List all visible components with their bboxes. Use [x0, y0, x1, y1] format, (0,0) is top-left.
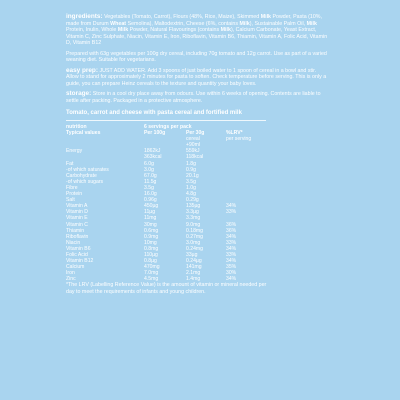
nutrient-name: Vitamin E [66, 215, 88, 222]
per100-value: 11.5g [144, 178, 157, 185]
per-serving-subheader: per serving [226, 136, 252, 143]
lrv-value: 35% [226, 264, 237, 271]
nutrition-rows [66, 148, 266, 282]
allergen-wheat: Wheat [110, 20, 127, 27]
nutrient-name: Calcium [66, 264, 85, 271]
lrv-header: %LRV* [226, 130, 243, 137]
per100-value: 0.9mg [144, 233, 159, 240]
nutrient-name: -of which saturates [66, 166, 109, 173]
typical-values-header: Typical values [66, 130, 101, 137]
per100-value: 470mg [144, 264, 160, 271]
per30-value: 1.0g [186, 184, 196, 191]
allergen-milk: Milk [306, 20, 317, 27]
nutrient-name: Vitamin A [66, 203, 88, 210]
prep-text: JUST ADD WATER. Add 3 spoons of just boiled water to 1 spoon of cereal in a bowl and stir. Allow to stand for approximately 2 minutes for pasta to soften. Check temperature before serving. This is only a guide, you can prepare Heinz cereals to the texture and quantity your baby loves. [66, 67, 327, 87]
per30-value: 9.0mg [186, 221, 201, 228]
per30-value: 0.24µg [186, 258, 202, 265]
ingredients-text: Vegetables (Tomato, Carrot), Flours (48%, Rice, Maize), Skimmed [104, 14, 260, 20]
nutrient-name: -of which sugars [66, 178, 104, 185]
allergen-milk: Milk [117, 27, 129, 33]
nutrient-name: Vitamin D [66, 209, 88, 216]
lrv-value: 34% [226, 258, 237, 265]
nutrient-name: Carbohydrate [66, 172, 97, 179]
allergen-milk: Milk [260, 14, 271, 20]
per100-value: 11mg [144, 215, 157, 222]
nutrition-table [66, 124, 266, 282]
nutrient-name: Salt [66, 197, 75, 204]
per30-value: 1.4mg [186, 276, 201, 283]
lrv-value: 34% [226, 203, 237, 210]
nutrient-name: Fibre [66, 184, 78, 191]
lrv-value: 33% [226, 209, 237, 216]
allergen-milk: Milk [239, 20, 250, 27]
per30-value: 141mg [186, 264, 202, 271]
per30-value: 0.24mg [186, 245, 203, 252]
lrv-value: 34% [226, 276, 237, 283]
per30-value: 3.3mg [186, 215, 201, 222]
per30-value: 3.5g [186, 178, 196, 185]
product-title: Tomato, carrot and cheese with pasta cereal and fortified milk [66, 110, 242, 116]
per100-value: 4.5mg [144, 276, 159, 283]
cereal-subheader: cereal +90ml [186, 136, 201, 149]
per100-value: 450µg [144, 203, 159, 210]
per30-value: 0.27mg [186, 233, 203, 240]
nutrient-name: Vitamin B12 [66, 258, 94, 265]
storage-paragraph [66, 91, 328, 104]
ingredients-text: ), Sustainable Palm Oil, [249, 20, 306, 27]
per100-value: 16.0g [144, 191, 157, 198]
per100-value: 363kcal [144, 154, 162, 161]
per100-value: 11µg [144, 209, 156, 216]
ingredients-label: ingredients: [66, 13, 103, 20]
per100-value: 10mg [144, 239, 157, 246]
per30-value: 118kcal [186, 154, 204, 161]
ingredients-text: Protein, Inulin, Whole [66, 27, 117, 33]
lrv-value: 30% [226, 270, 237, 277]
per30-value: 3.0mg [186, 239, 201, 246]
servings-per-pack: 6 servings per pack [144, 124, 192, 130]
per100-value: 3.5g [144, 184, 154, 191]
nutrient-name: Fat [66, 160, 74, 167]
lrv-value: 34% [226, 233, 237, 240]
ingredients-paragraph [66, 14, 328, 47]
nutrient-name: Niacin [66, 239, 81, 246]
lrv-value: 36% [226, 221, 237, 228]
per30-value: 0.29g [186, 197, 199, 204]
ingredients-text: ), Calcium Carbonate, Yeast Extract, Vitamin C, Zinc Sulphate, Niacin, Vitamin E, Iron, Riboflavin, Vitamin B6, Thiamin, Vitamin A, Folic Acid, Vitamin D, Vitamin B12 [66, 27, 328, 46]
prep-paragraph [66, 68, 328, 88]
per100-value: 0.96g [144, 197, 157, 204]
per30-value: 20.1g [186, 172, 199, 179]
lrv-value: 36% [226, 227, 237, 234]
label-text-block [66, 14, 328, 299]
per100-value: 0.8µg [144, 258, 157, 265]
ingredients-text: Powder, Pasta (10%, made from Durum [66, 14, 322, 27]
per30-value: 0.18mg [186, 227, 203, 234]
nutrient-name: Folic Acid [66, 251, 88, 258]
lrv-value: 33% [226, 239, 237, 246]
per100-header: Per 100g [144, 130, 166, 137]
per100-value: 0.8mg [144, 245, 159, 252]
per30-header: Per 30g [186, 130, 205, 137]
per30-value: 1.8g [186, 160, 196, 167]
prepared-paragraph: Prepared with 63g vegetables per 100g dry cereal, including 70g tomato and 12g carrot. Use as part of a varied weaning diet. Suitable for vegetarians. [66, 50, 327, 63]
nutrition-subheader-row [66, 136, 266, 148]
per100-value: 110µg [144, 251, 158, 258]
per30-value: 33µg [186, 251, 198, 258]
lrv-footnote: *The LRV (Labelling Reference Value) is the amount of vitamin or mineral needed per day to meet the requirements of infants and young children. [66, 282, 267, 295]
lrv-value: 33% [226, 251, 237, 258]
allergen-milk: Milk [220, 27, 231, 33]
lrv-value: 34% [226, 245, 237, 252]
nutrition-heading: nutrition [66, 124, 87, 130]
per30-value: 559kJ [186, 148, 200, 155]
nutrient-name: Vitamin C [66, 221, 88, 228]
nutrient-name: Thiamin [66, 227, 85, 234]
per30-value: 135µg [186, 203, 201, 210]
per30-value: 0.9g [186, 166, 196, 173]
nutrient-name: Vitamin B6 [66, 245, 91, 252]
per30-value: 2.1mg [186, 270, 201, 277]
storage-label: storage: [66, 90, 92, 97]
nutrient-name: Iron [66, 270, 75, 277]
per100-value: 0.6mg [144, 227, 159, 234]
prep-label: easy prep: [66, 66, 98, 74]
nutrient-name: Energy [66, 148, 83, 155]
per100-value: 67.0g [144, 172, 157, 179]
per100-value: 7.0mg [144, 270, 159, 277]
per100-value: 30mg [144, 221, 157, 228]
per100-value: 1862kJ [144, 148, 161, 155]
nutrient-name: Riboflavin [66, 233, 89, 240]
per30-value: 4.8g [186, 191, 196, 198]
ingredients-text: Semolina), Maltodextrin, Cheese (6%, contains [127, 20, 238, 27]
per100-value: 3.0g [144, 166, 154, 173]
nutrient-name: Protein [66, 191, 83, 198]
divider [66, 120, 266, 121]
per30-value: 3.3µg [186, 209, 199, 216]
nutrient-name: Zinc [66, 276, 76, 283]
per100-value: 6.0g [144, 160, 154, 167]
storage-text: Store in a cool dry place away from odours. Use within 6 weeks of opening. Contents are liable to settle after packing. Packaged in a protective atmosphere. [66, 91, 321, 104]
ingredients-text: Powder, Natural Flavourings (contains [129, 27, 220, 33]
